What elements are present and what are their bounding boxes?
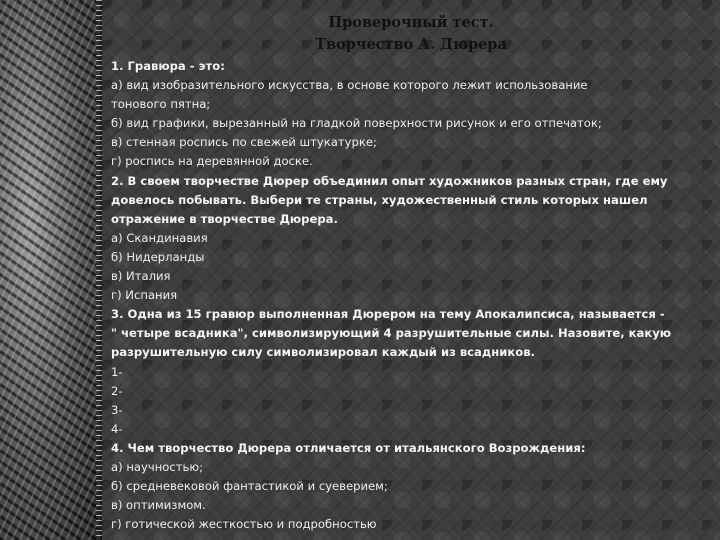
answer-line: б) Нидерланды (111, 249, 205, 264)
question-line: отражение в творчестве Дюрера. (111, 211, 338, 226)
question-line: довелось побывать. Выбери те страны, художественный стиль которых нашел (111, 192, 648, 207)
slide-title-line-2: Творчество А. Дюрера (315, 36, 507, 53)
answer-line: 1- (111, 364, 123, 379)
answer-line: в) стенная роспись по свежей штукатурке; (111, 135, 377, 150)
engraving-image (0, 0, 102, 540)
question-line: " четыре всадника", символизирующий 4 разрушительные силы. Назовите, какую (111, 326, 672, 341)
answer-line: 2- (111, 383, 123, 398)
answer-line: а) научностью; (111, 459, 204, 474)
answer-line: г) Испания (111, 288, 178, 303)
question-line: разрушительную силу символизировал каждый из всадников. (111, 345, 535, 360)
question-line: 1. Гравюра - это: (111, 59, 225, 73)
question-line: 4. Чем творчество Дюрера отличается от итальянского Возрождения: (111, 440, 586, 455)
answer-line: в) оптимизмом. (111, 498, 206, 513)
answer-line: тонового пятна; (111, 97, 211, 112)
answer-line: г) роспись на деревянной доске. (111, 154, 313, 169)
answer-line: 3- (111, 402, 123, 417)
test-content (111, 57, 711, 534)
question-line: 3. Одна из 15 гравюр выполненная Дюрером на тему Апокалипсиса, называется - (111, 307, 665, 322)
slide-title-line-1: Проверочный тест. (328, 14, 494, 31)
slide-panel (102, 0, 720, 540)
answer-line: в) Италия (111, 269, 171, 284)
answer-line: г) готической жесткостью и подробностью (111, 517, 377, 532)
question-line: 2. В своем творчестве Дюрер объединил опыт художников разных стран, где ему (111, 173, 668, 188)
answer-line: а) Скандинавия (111, 230, 208, 245)
answer-line: а) вид изобразительного искусства, в основе которого лежит использование (111, 78, 588, 93)
answer-line: б) средневековой фантастикой и суеверием; (111, 479, 388, 494)
answer-line: б) вид графики, вырезанный на гладкой поверхности рисунок и его отпечаток; (111, 116, 602, 131)
answer-line: 4- (111, 421, 123, 436)
